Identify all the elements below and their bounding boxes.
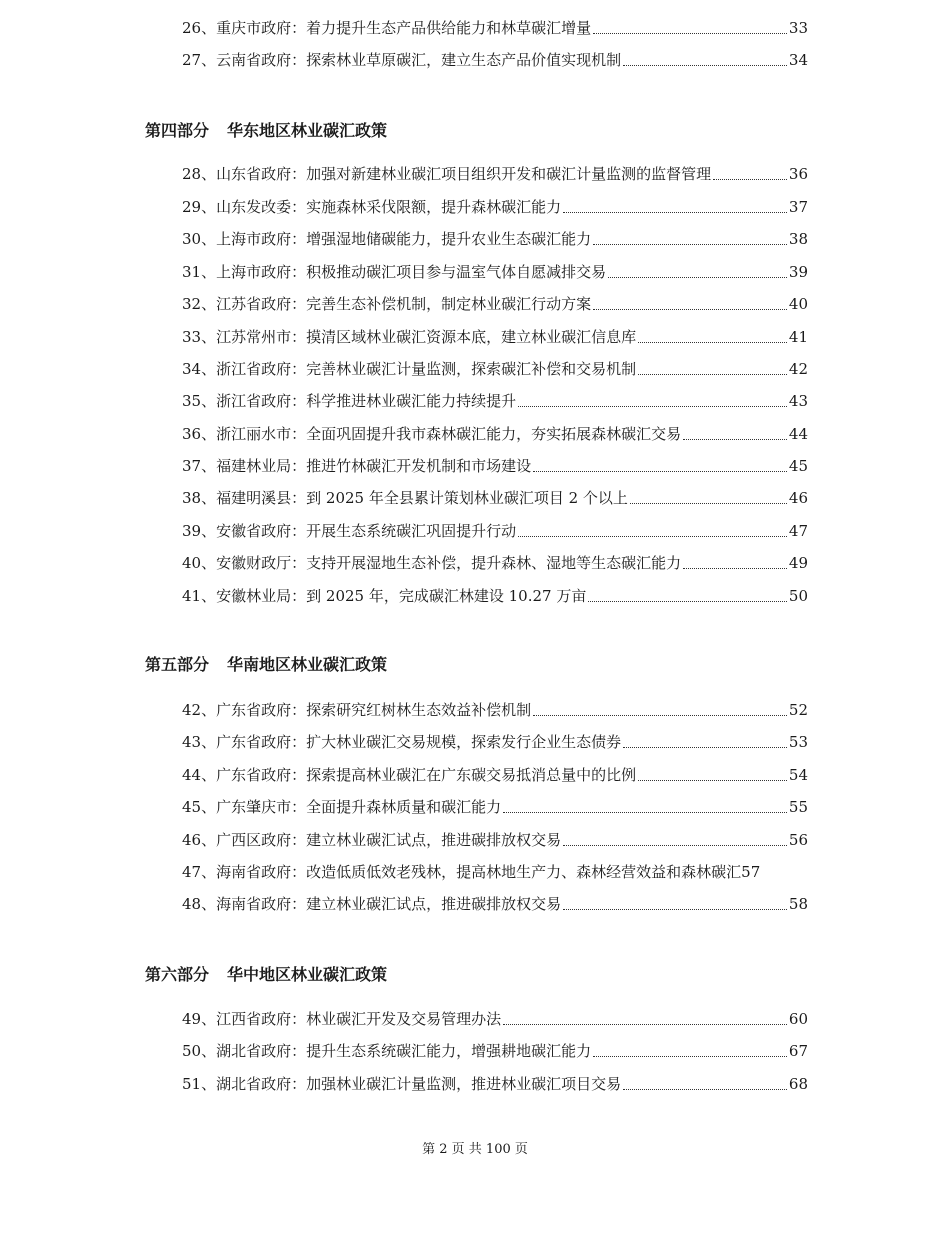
toc-entry-number: 44	[182, 766, 202, 784]
toc-entry-number: 47	[182, 863, 202, 881]
toc-entry[interactable]	[182, 46, 808, 70]
toc-entry-text: 50、湖北省政府：提升生态系统碳汇能力，增强耕地碳汇能力	[182, 1042, 592, 1060]
toc-entry-number: 30	[182, 230, 202, 248]
toc-entry-org: 山东省政府	[216, 165, 292, 183]
toc-entry-page: 53	[788, 733, 808, 751]
toc-entry[interactable]	[182, 890, 808, 914]
section-title: 华东地区林业碳汇政策	[227, 121, 388, 140]
toc-entry[interactable]	[182, 387, 808, 411]
toc-entry-page: 33	[788, 19, 808, 37]
toc-entry-text: 28、山东省政府：加强对新建林业碳汇项目组织开发和碳汇计量监测的监督管理	[182, 165, 712, 183]
page-footer: 第 2 页 共 100 页	[422, 1142, 528, 1157]
toc-entry-org: 浙江省政府	[216, 360, 292, 378]
toc-entry-number: 42	[182, 701, 202, 719]
section-title: 华南地区林业碳汇政策	[227, 655, 388, 674]
toc-entry-page: 57	[741, 863, 761, 881]
toc-entry-title: 建立林业碳汇试点，推进碳排放权交易	[306, 895, 562, 913]
toc-entry-page: 54	[788, 766, 808, 784]
toc-entry-number: 37	[182, 457, 202, 475]
dot-leader	[503, 811, 787, 813]
toc-entry-text: 51、湖北省政府：加强林业碳汇计量监测，推进林业碳汇项目交易	[182, 1075, 622, 1093]
toc-entry-number: 46	[182, 831, 202, 849]
section-heading	[145, 963, 387, 989]
toc-entry[interactable]	[182, 452, 808, 476]
toc-entry[interactable]	[182, 1005, 808, 1029]
toc-entry-page: 56	[788, 831, 808, 849]
dot-leader	[683, 438, 787, 440]
toc-entry-page: 60	[788, 1010, 808, 1028]
toc-entry-text: 47、海南省政府：改造低质低效老残林，提高林地生产力、森林经营效益和森林碳汇	[182, 863, 742, 881]
toc-entry-text: 33、江苏常州市：摸清区域林业碳汇资源本底，建立林业碳汇信息库	[182, 328, 637, 346]
toc-entry-number: 40	[182, 554, 202, 572]
toc-entry-text: 30、上海市政府：增强湿地储碳能力，提升农业生态碳汇能力	[182, 230, 592, 248]
toc-entry-number: 41	[182, 587, 202, 605]
toc-entry-text: 37、福建林业局：推进竹林碳汇开发机制和市场建设	[182, 457, 532, 475]
toc-entry-title: 林业碳汇开发及交易管理办法	[306, 1010, 502, 1028]
toc-entry[interactable]	[182, 582, 808, 606]
toc-entry-org: 浙江丽水市	[216, 425, 292, 443]
toc-entry-title: 探索林业草原碳汇，建立生态产品价值实现机制	[306, 51, 622, 69]
toc-entry-org: 广东省政府	[216, 766, 292, 784]
toc-entry-page: 46	[788, 489, 808, 507]
toc-entry-page: 42	[788, 360, 808, 378]
toc-entry-number: 51	[182, 1075, 202, 1093]
toc-entry-org: 广东肇庆市	[216, 798, 292, 816]
toc-entry-org: 海南省政府	[216, 863, 292, 881]
dot-leader	[588, 600, 787, 602]
toc-entry-org: 江苏省政府	[216, 295, 292, 313]
toc-entry-org: 浙江省政府	[216, 392, 292, 410]
toc-entry[interactable]	[182, 355, 808, 379]
toc-entry-page: 43	[788, 392, 808, 410]
toc-entry-title: 全面提升森林质量和碳汇能力	[306, 798, 502, 816]
toc-entry-text: 48、海南省政府：建立林业碳汇试点，推进碳排放权交易	[182, 895, 562, 913]
toc-entry-text: 49、江西省政府：林业碳汇开发及交易管理办法	[182, 1010, 502, 1028]
dot-leader	[683, 567, 787, 569]
toc-entry[interactable]	[182, 484, 808, 508]
toc-entry-title: 加强林业碳汇计量监测，推进林业碳汇项目交易	[306, 1075, 622, 1093]
toc-entry-number: 49	[182, 1010, 202, 1028]
toc-entry[interactable]	[182, 728, 808, 752]
toc-entry[interactable]	[182, 549, 808, 573]
toc-entry[interactable]	[182, 323, 808, 347]
toc-entry[interactable]	[182, 420, 808, 444]
toc-entry-text: 27、云南省政府：探索林业草原碳汇，建立生态产品价值实现机制	[182, 51, 622, 69]
toc-entry-page: 52	[788, 701, 808, 719]
toc-entry-page: 40	[788, 295, 808, 313]
toc-entry[interactable]	[182, 793, 808, 817]
toc-entry-org: 安徽财政厅	[216, 554, 292, 572]
toc-entry-page: 41	[788, 328, 808, 346]
toc-entry-title: 全面巩固提升我市森林碳汇能力，夯实拓展森林碳汇交易	[306, 425, 682, 443]
toc-entry-page: 55	[788, 798, 808, 816]
toc-entry-title: 着力提升生态产品供给能力和林草碳汇增量	[306, 19, 592, 37]
toc-entry-text: 31、上海市政府：积极推动碳汇项目参与温室气体自愿减排交易	[182, 263, 607, 281]
toc-entry-number: 39	[182, 522, 202, 540]
toc-entry-number: 35	[182, 392, 202, 410]
toc-entry-text: 41、安徽林业局：到 2025 年，完成碳汇林建设 10.27 万亩	[182, 587, 587, 605]
toc-entry-number: 33	[182, 328, 202, 346]
toc-entry[interactable]	[182, 858, 808, 882]
toc-entry-title: 科学推进林业碳汇能力持续提升	[306, 392, 517, 410]
toc-entry[interactable]	[182, 160, 808, 184]
toc-entry-org: 湖北省政府	[216, 1075, 292, 1093]
toc-entry-page: 49	[788, 554, 808, 572]
toc-entry[interactable]	[182, 761, 808, 785]
toc-entry[interactable]	[182, 826, 808, 850]
section-part-label: 第六部分	[145, 965, 210, 984]
toc-entry-text: 26、重庆市政府：着力提升生态产品供给能力和林草碳汇增量	[182, 19, 592, 37]
toc-entry-number: 48	[182, 895, 202, 913]
toc-entry-title: 探索研究红树林生态效益补偿机制	[306, 701, 532, 719]
toc-entry-title: 推进竹林碳汇开发机制和市场建设	[306, 457, 532, 475]
toc-entry-text: 34、浙江省政府：完善林业碳汇计量监测，探索碳汇补偿和交易机制	[182, 360, 637, 378]
toc-entry-number: 32	[182, 295, 202, 313]
toc-entry-title: 支持开展湿地生态补偿，提升森林、湿地等生态碳汇能力	[306, 554, 682, 572]
toc-entry[interactable]	[182, 290, 808, 314]
dot-leader	[593, 308, 787, 310]
dot-leader	[593, 243, 787, 245]
toc-entry-org: 江西省政府	[216, 1010, 292, 1028]
toc-entry-org: 江苏常州市	[216, 328, 292, 346]
toc-entry-title: 探索提高林业碳汇在广东碳交易抵消总量中的比例	[306, 766, 637, 784]
toc-entry-title: 提升生态系统碳汇能力，增强耕地碳汇能力	[306, 1042, 592, 1060]
toc-entry-text: 45、广东肇庆市：全面提升森林质量和碳汇能力	[182, 798, 502, 816]
toc-entry-text: 36、浙江丽水市：全面巩固提升我市森林碳汇能力，夯实拓展森林碳汇交易	[182, 425, 682, 443]
toc-entry-org: 广东省政府	[216, 733, 292, 751]
toc-entry-text: 40、安徽财政厅：支持开展湿地生态补偿，提升森林、湿地等生态碳汇能力	[182, 554, 682, 572]
toc-entry-page: 45	[788, 457, 808, 475]
toc-entry-org: 福建林业局	[216, 457, 292, 475]
toc-entry-org: 安徽省政府	[216, 522, 292, 540]
toc-entry-number: 34	[182, 360, 202, 378]
toc-entry-page: 37	[788, 198, 808, 216]
dot-leader	[518, 405, 787, 407]
dot-leader	[563, 844, 787, 846]
section-part-label: 第五部分	[145, 655, 210, 674]
toc-entry[interactable]	[182, 14, 808, 38]
toc-entry-page: 44	[788, 425, 808, 443]
toc-entry-text: 43、广东省政府：扩大林业碳汇交易规模，探索发行企业生态债券	[182, 733, 622, 751]
dot-leader	[623, 64, 787, 66]
toc-entry-page: 38	[788, 230, 808, 248]
toc-entry-title: 完善生态补偿机制，制定林业碳汇行动方案	[306, 295, 592, 313]
toc-entry-text: 35、浙江省政府：科学推进林业碳汇能力持续提升	[182, 392, 517, 410]
toc-entry-org: 安徽林业局	[216, 587, 292, 605]
dot-leader	[503, 1023, 787, 1025]
toc-entry-org: 上海市政府	[216, 230, 292, 248]
toc-entry-text: 39、安徽省政府：开展生态系统碳汇巩固提升行动	[182, 522, 517, 540]
toc-entry-title: 开展生态系统碳汇巩固提升行动	[306, 522, 517, 540]
toc-entry-number: 43	[182, 733, 202, 751]
dot-leader	[563, 211, 787, 213]
toc-entry[interactable]	[182, 225, 808, 249]
toc-entry-page: 67	[788, 1042, 808, 1060]
toc-entry-text: 46、广西区政府：建立林业碳汇试点，推进碳排放权交易	[182, 831, 562, 849]
toc-entry-org: 重庆市政府	[216, 19, 292, 37]
toc-entry-number: 26	[182, 19, 202, 37]
toc-entry-title: 扩大林业碳汇交易规模，探索发行企业生态债券	[306, 733, 622, 751]
toc-entry-number: 28	[182, 165, 202, 183]
toc-entry-number: 29	[182, 198, 202, 216]
toc-entry-page: 47	[788, 522, 808, 540]
dot-leader	[638, 779, 787, 781]
dot-leader	[623, 1088, 787, 1090]
toc-entry-page: 39	[788, 263, 808, 281]
dot-leader	[623, 746, 787, 748]
toc-entry-org: 山东发改委	[216, 198, 292, 216]
dot-leader	[593, 32, 787, 34]
dot-leader	[713, 178, 787, 180]
dot-leader	[563, 908, 787, 910]
toc-entry[interactable]	[182, 1070, 808, 1094]
toc-entry-title: 摸清区域林业碳汇资源本底，建立林业碳汇信息库	[306, 328, 637, 346]
dot-leader	[638, 341, 787, 343]
toc-entry-org: 湖北省政府	[216, 1042, 292, 1060]
section-title: 华中地区林业碳汇政策	[227, 965, 388, 984]
toc-entry-number: 38	[182, 489, 202, 507]
toc-entry-text: 32、江苏省政府：完善生态补偿机制，制定林业碳汇行动方案	[182, 295, 592, 313]
section-heading	[145, 119, 387, 145]
dot-leader	[518, 535, 787, 537]
toc-entry-title: 改造低质低效老残林，提高林地生产力、森林经营效益和森林碳汇	[306, 863, 742, 881]
toc-entry-number: 45	[182, 798, 202, 816]
toc-entry-page: 58	[788, 895, 808, 913]
toc-entry-title: 建立林业碳汇试点，推进碳排放权交易	[306, 831, 562, 849]
toc-entry-title: 完善林业碳汇计量监测，探索碳汇补偿和交易机制	[306, 360, 637, 378]
dot-leader	[608, 276, 787, 278]
toc-entry-number: 36	[182, 425, 202, 443]
toc-entry-org: 海南省政府	[216, 895, 292, 913]
toc-entry[interactable]	[182, 1037, 808, 1061]
toc-entry-title: 到 2025 年全县累计策划林业碳汇项目 2 个以上	[306, 489, 628, 507]
toc-entry-org: 广西区政府	[216, 831, 292, 849]
toc-entry-number: 50	[182, 1042, 202, 1060]
toc-entry-text: 29、山东发改委：实施森林采伐限额，提升森林碳汇能力	[182, 198, 562, 216]
toc-entry-page: 50	[788, 587, 808, 605]
toc-entry-text: 44、广东省政府：探索提高林业碳汇在广东碳交易抵消总量中的比例	[182, 766, 637, 784]
toc-entry-title: 积极推动碳汇项目参与温室气体自愿减排交易	[306, 263, 607, 281]
toc-entry-org: 上海市政府	[216, 263, 292, 281]
toc-entry-page: 68	[788, 1075, 808, 1093]
toc-entry-text: 38、福建明溪县：到 2025 年全县累计策划林业碳汇项目 2 个以上	[182, 489, 628, 507]
toc-entry[interactable]	[182, 517, 808, 541]
section-heading	[145, 653, 387, 679]
dot-leader	[630, 502, 787, 504]
toc-entry-title: 加强对新建林业碳汇项目组织开发和碳汇计量监测的监督管理	[306, 165, 712, 183]
dot-leader	[533, 714, 787, 716]
toc-entry-number: 27	[182, 51, 202, 69]
toc-entry-text: 42、广东省政府：探索研究红树林生态效益补偿机制	[182, 701, 532, 719]
toc-entry[interactable]	[182, 258, 808, 282]
toc-entry-page: 36	[788, 165, 808, 183]
toc-entry-title: 实施森林采伐限额，提升森林碳汇能力	[306, 198, 562, 216]
dot-leader	[638, 373, 787, 375]
toc-entry[interactable]	[182, 696, 808, 720]
toc-entry[interactable]	[182, 193, 808, 217]
dot-leader	[533, 470, 787, 472]
toc-entry-org: 广东省政府	[216, 701, 292, 719]
toc-entry-org: 云南省政府	[216, 51, 292, 69]
toc-entry-title: 增强湿地储碳能力，提升农业生态碳汇能力	[306, 230, 592, 248]
toc-entry-page: 34	[788, 51, 808, 69]
section-part-label: 第四部分	[145, 121, 210, 140]
toc-entry-number: 31	[182, 263, 202, 281]
dot-leader	[593, 1055, 787, 1057]
toc-entry-org: 福建明溪县	[216, 489, 292, 507]
toc-entry-title: 到 2025 年，完成碳汇林建设 10.27 万亩	[306, 587, 587, 605]
